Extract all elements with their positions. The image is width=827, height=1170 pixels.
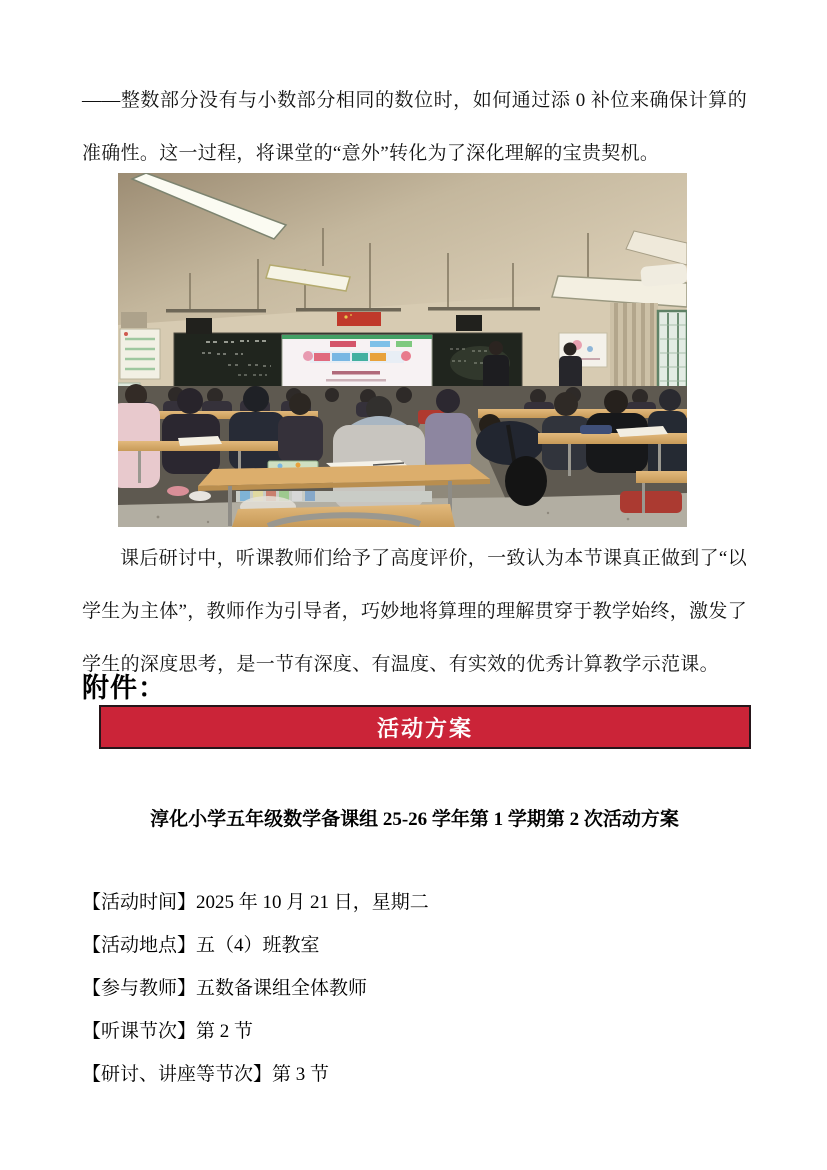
speaker-left — [186, 318, 212, 334]
info-line-listening-session — [82, 1020, 747, 1044]
info-label: 【研讨、讲座等节次】 — [82, 1064, 273, 1085]
air-conditioner — [640, 263, 687, 287]
info-line-activity-time — [82, 891, 747, 915]
info-label: 【听课节次】 — [82, 1021, 197, 1042]
info-value: 五数备课组全体教师 — [196, 978, 368, 999]
flag — [337, 312, 381, 326]
plan-title: 淳化小学五年级数学备课组 25-26 学年第 1 学期第 2 次活动方案 — [150, 809, 679, 830]
info-label: 【参与教师】 — [82, 978, 197, 999]
classroom-photo-scene — [118, 173, 687, 527]
classroom-photo — [118, 173, 687, 527]
paragraph-2: 课后研讨中，听课教师们给予了高度评价，一致认为本节课真正做到了“以学生为主体”，教师作为引导者，巧妙地将算理的理解贯穿于教学始终，激发了学生的深度思考，是一节有深度、有温度、有实效的优秀计算教学示范课。 — [82, 548, 747, 675]
info-label: 【活动地点】 — [82, 935, 197, 956]
info-value: 第 2 节 — [196, 1021, 254, 1042]
info-label: 【活动时间】 — [82, 892, 197, 913]
activity-plan-banner — [99, 705, 751, 749]
attachment-heading: 附件： — [82, 673, 166, 703]
projection-screen — [282, 335, 432, 393]
info-value: 2025 年 10 月 21 日，星期二 — [196, 892, 429, 913]
info-line-discussion-session — [82, 1063, 747, 1087]
paragraph-1: ——整数部分没有与小数部分相同的数位时，如何通过添 0 补位来确保计算的准确性。这一过程，将课堂的“意外”转化为了深化理解的宝贵契机。 — [82, 90, 747, 164]
info-line-participants — [82, 977, 747, 1001]
info-value: 第 3 节 — [272, 1064, 330, 1085]
info-line-activity-place — [82, 934, 747, 958]
info-value: 五（4）班教室 — [196, 935, 320, 956]
activity-plan-banner-label: 活动方案 — [376, 715, 473, 741]
speaker-right — [456, 315, 482, 331]
